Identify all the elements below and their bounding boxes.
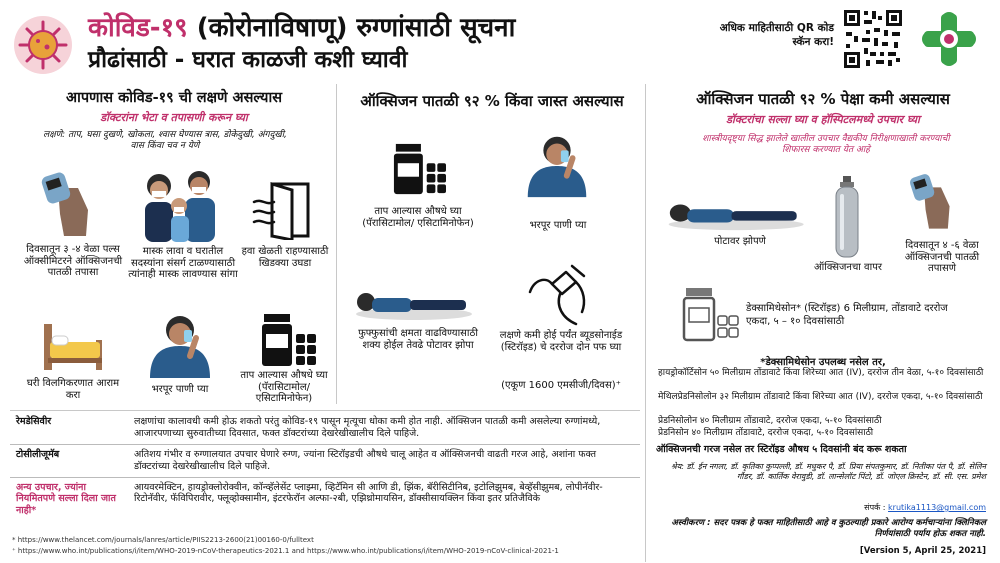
right-note: शास्त्रीयदृष्ट्या सिद्ध झालेले खालील उपचार वैद्यकीय निरीक्षणाखाली करण्याची शिफारस करण्यात येत आहे [702, 134, 950, 155]
alt-line-4: प्रेडनिसोन ४० मिलीग्राम तोंडावाटे, दररोज एकदा, ५-१० दिवसांसाठी [658, 428, 874, 438]
left-item-caption-3: हवा खेळती राहण्यासाठी खिडक्या उघडा [241, 246, 329, 269]
version-text: [Version 5, April 25, 2021] [859, 546, 986, 556]
oxygen-cylinder-icon [832, 176, 862, 258]
treatments-table [10, 412, 640, 521]
middle-item-caption-4: लक्षणे कमी होई पर्यंत ब्यूडसोनाईड (स्टिरॉइड) चे दररोज दोन पफ घ्या [499, 330, 623, 353]
alt-line-3: प्रेडनिसोलोन ४० मिलीग्राम तोंडावाटे, दररोज एकदा, ५-१० दिवसांसाठी [658, 416, 882, 426]
prone-position-icon [352, 284, 474, 322]
disclaimer-text: अस्वीकरण : सदर पत्रक हे फक्त माहितीसाठी आहे व कुठल्याही प्रकारे आरोग्य कर्मचाऱ्यांना क्लिनिकल निर्णयांसाठी पर्याय होऊ शकत नाही. [671, 518, 986, 539]
right-pulse-oximeter-icon [906, 172, 964, 232]
contact-email-link[interactable]: krutika1113@gmail.com [888, 503, 986, 512]
symptoms-text: लक्षणे: ताप, घसा दुखणे, खोकला, श्वास घेण्यास त्रास, डोकेदुखी, अंगदुखी, वास किंवा चव न येणे [43, 130, 287, 151]
table-row [10, 444, 640, 477]
table-top-divider [10, 410, 640, 411]
window-icon [252, 180, 314, 240]
middle-medicine-icon [390, 142, 448, 196]
middle-item-caption-2: भरपूर पाणी प्या [529, 220, 587, 231]
medicine-icon [258, 312, 318, 368]
left-item-caption-6: ताप आल्यास औषधे घ्या (पॅरासिटामोल/ एसिटामिनोफेन) [240, 370, 328, 404]
alt-line-1: हायड्रोकॉर्टिसोन ५० मिलीग्राम तोंडावाटे किंवा शिरेच्या आत (IV), दररोज तीन वेळा, ५-१० दिवसांसाठी [658, 368, 984, 378]
right-item-caption-1: पोटावर झोपणे [714, 236, 766, 247]
pulse-oximeter-icon [38, 170, 104, 240]
alt-line-2: मेथिलप्रेडनिसोलोन ३२ मिलीग्राम तोंडावाटे किंवा शिरेच्या आत (IV), दररोज एकदा, ५-१० दिवसांसाठी [658, 392, 983, 402]
bed-icon [40, 318, 106, 374]
table-row [10, 477, 640, 521]
virus-icon [14, 16, 72, 74]
page-title [88, 8, 515, 44]
left-section-subtitle: डॉक्टरांना भेटा व तपासणी करून घ्या [100, 111, 248, 124]
alt-title: *डेक्सामिथेसोन उपलब्ध नसेल तर, [760, 357, 886, 368]
middle-item-caption-1: ताप आल्यास औषधे घ्या (पॅरासिटामोल/ एसिटामिनोफेन) [362, 206, 474, 229]
table-row-text: लक्षणांचा कालावधी कमी होऊ शकतो परंतु कोविड-१९ पासून मृत्यूचा धोका कमी होत नाही. ऑक्सिजन पातळी कमी असलेल्या रुग्णांमध्ये, आजारपणाच्या सुरुवातीच्या दिवसात, फक्त डॉक्टरांच्या देखरेखीखालीच दिले पाहिजे. [134, 416, 601, 439]
qr-code-icon[interactable] [842, 8, 904, 70]
qr-text: अधिक माहितीसाठी QR कोड स्कॅन करा! [719, 22, 834, 48]
right-prone-position-icon [664, 196, 806, 232]
table-row-text: आयवरमेक्टिन, हायड्रोक्लोरोक्वीन, कॉन्व्हॅलेसेंट प्लाझ्मा, व्हिटॅमिन सी आणि डी, झिंक, बॅरीसिटीनिब, इटोलिझुमब, बेव्हॅसीझुमब, लोपीनॅवीर-रिटोनॅवीर, फॅविपिरावीर, फ्लूव्होक्सामीन, इंटरफेरॉन अल्फा-२बी, एझिथ्रोमायसिन, डॉक्सीसायक्लिन किंवा इतर प्रतिजैविके [134, 481, 603, 505]
right-item-caption-2: ऑक्सिजनचा वापर [814, 262, 882, 273]
left-section-title: आपणास कोविड-१९ ची लक्षणे असल्यास [66, 90, 282, 106]
table-row-text: अतिशय गंभीर व रुग्णालयात उपचार घेणारे रुग्ण, ज्यांना स्टिरॉइडची औषधे चालू आहेत व ऑक्सिजनची वाढती गरज आहे, अशांना फक्त डॉक्टरांच्या देखरेखीखालीच दिले पाहिजे. [134, 448, 597, 472]
page-subtitle-text: प्रौढांसाठी - घरात काळजी कशी घ्यावी [88, 47, 408, 73]
right-item-caption-3: दिवसातून ४ -६ वेळा ऑक्सिजनची पातळी तपासणे [904, 240, 980, 274]
contact-line [660, 502, 986, 513]
title-highlight: कोविड-१९ [88, 13, 188, 43]
table-row-label: टोसीलीजूमॅब [16, 448, 60, 460]
middle-item-caption-5: (एकूण 1600 एमसीजी/दिवस)⁺ [501, 380, 621, 391]
divider-right [645, 84, 646, 562]
divider-left [336, 84, 337, 404]
steroid-medicine-icon [680, 286, 740, 342]
family-mask-icon [135, 166, 227, 244]
dexa-text: डेक्सामिथेसोन* (स्टिरॉइड) 6 मिलीग्राम, तोंडावाटे दररोज एकदा, ५ – १० दिवसांसाठी [746, 303, 948, 327]
right-section-title: ऑक्सिजन पातळी ९२ % पेक्षा कमी असल्यास [696, 90, 950, 108]
footnote-1[interactable]: * https://www.thelancet.com/journals/lanres/article/PIIS2213-2600(21)00160-0/fulltext [12, 536, 314, 544]
title-rest: (कोरोनाविषाणू) रुग्णांसाठी सूचना [196, 13, 516, 43]
middle-item-caption-3: फुफ्फुसांची क्षमता वाढविण्यासाठी शक्य होईल तेवढे पोटावर झोपा [358, 328, 478, 351]
table-row-label: रेमडेसिवीर [16, 416, 52, 427]
table-row [10, 412, 640, 444]
left-item-caption-2: मास्क लावा व घरातील सदस्यांना संसर्ग टाळण्यासाठी त्यांनाही मास्क लावण्यास सांगा [128, 246, 238, 280]
middle-drinking-water-icon [518, 130, 596, 200]
middle-section-title: ऑक्सिजन पातळी ९२ % किंवा जास्त असल्यास [360, 92, 624, 110]
left-item-caption-5: भरपूर पाणी प्या [151, 384, 209, 395]
left-item-caption-1: दिवसातून ३ -४ वेळा पल्स ऑक्सीमिटरने ऑक्सिजनची पातळी तपासा [23, 244, 123, 278]
drinking-water-icon [140, 312, 220, 378]
inhaler-icon [526, 262, 596, 326]
left-item-caption-4: घरी विलगिकरणात आराम करा [26, 378, 120, 401]
contact-label: संपर्क : [864, 503, 886, 512]
table-row-label: अन्य उपचार, ज्यांना नियमितपणे सल्ला दिला जात नाही* [16, 481, 116, 517]
footnote-2[interactable]: ⁺ https://www.who.int/publications/i/item/WHO-2019-nCoV-therapeutics-2021.1 and https://www.who.int/publications/i/item/WHO-2019-nCoV-clinical-2021-1 [12, 547, 559, 555]
right-section-subtitle: डॉक्टरांचा सल्ला घ्या व हॉस्पिटलमध्ये उपचार घ्या [726, 113, 920, 126]
logo-icon [920, 10, 978, 68]
alt-last: ऑक्सिजनची गरज नसेल तर स्टिरॉइड औषध ५ दिवसांनी बंद करू शकता [656, 444, 907, 455]
credits-text: श्रेय: डॉ. ईन नगला, डॉ. कृतिका कुप्पल्ली, डॉ. मधुकर पै, डॉ. प्रिया संपतकुमार, डॉ. नितीका पंत पै, डॉ. सेलिन गौंडर, डॉ. कार्तिक वेरावुडी, डॉ. लान्सेलॉट पिंटो, डॉ. जोएल क्रिस्टेन, डॉ. सी. एस. प्रमेश [670, 462, 986, 482]
